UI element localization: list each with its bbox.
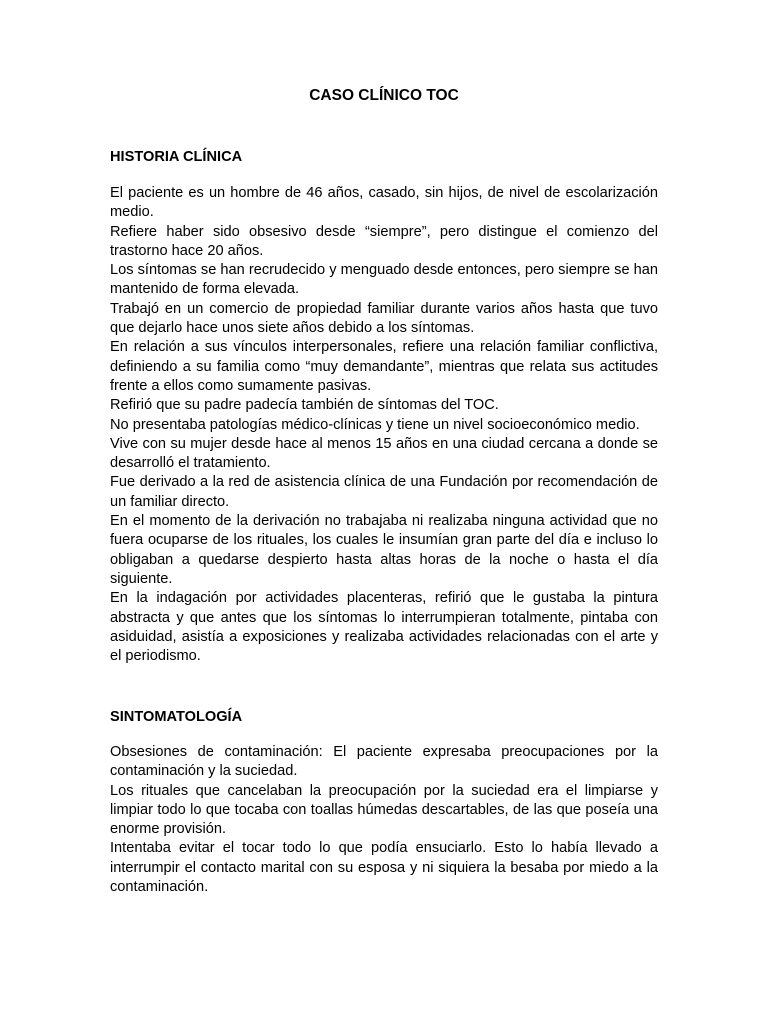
paragraph: Trabajó en un comercio de propiedad familiar durante varios años hasta que tuvo que dejarlo hace unos siete años debido a los síntomas.: [110, 300, 658, 337]
paragraph: Intentaba evitar el tocar todo lo que podía ensuciarlo. Esto lo había llevado a interrumpir el contacto marital con su esposa y ni siquiera la besaba por miedo a la contaminación.: [110, 840, 658, 896]
paragraph: Fue derivado a la red de asistencia clínica de una Fundación por recomendación de un familiar directo.: [110, 474, 658, 510]
document-title: CASO CLÍNICO TOC: [309, 87, 459, 104]
paragraph: Obsesiones de contaminación: El paciente expresaba preocupaciones por la contaminación y la suciedad.: [110, 744, 658, 780]
section-body-sintomatologia: [110, 743, 658, 897]
paragraph: Refiere haber sido obsesivo desde “siempre”, pero distingue el comienzo del trastorno hace 20 años.: [110, 223, 658, 259]
paragraph: Refirió que su padre padecía también de síntomas del TOC.: [110, 397, 499, 414]
section-heading-historia-clinica: HISTORIA CLÍNICA: [110, 149, 243, 165]
section-body-historia-clinica: [110, 184, 658, 666]
paragraph: En el momento de la derivación no trabajaba ni realizaba ninguna actividad que no fuera ocuparse de los rituales, los cuales le insumían gran parte del día e incluso lo obligaban a quedarse despierto hasta altas horas de la noche o hasta el día siguiente.: [110, 513, 658, 587]
paragraph: No presentaba patologías médico-clínicas y tiene un nivel socioeconómico medio.: [110, 416, 640, 433]
section-heading-sintomatologia: SINTOMATOLOGÍA: [110, 709, 243, 725]
paragraph: El paciente es un hombre de 46 años, casado, sin hijos, de nivel de escolarización medio.: [110, 185, 658, 221]
paragraph: Los rituales que cancelaban la preocupación por la suciedad era el limpiarse y limpiar todo lo que tocaba con toallas húmedas descartables, de las que poseía una enorme provisión.: [110, 782, 658, 838]
paragraph: Vive con su mujer desde hace al menos 15 años en una ciudad cercana a donde se desarrolló el tratamiento.: [110, 435, 658, 472]
paragraph: En relación a sus vínculos interpersonales, refiere una relación familiar conflictiva, definiendo a su familia como “muy demandante”, mientras que relata sus actitudes frente a ellos como sumamente pasivas.: [110, 339, 658, 394]
paragraph: En la indagación por actividades placenteras, refirió que le gustaba la pintura abstracta y que antes que los síntomas lo interrumpieran totalmente, pintaba con asiduidad, asistía a exposiciones y realizaba actividades relacionadas con el arte y el periodismo.: [110, 590, 658, 665]
paragraph: Los síntomas se han recrudecido y menguado desde entonces, pero siempre se han mantenido de forma elevada.: [110, 262, 658, 298]
